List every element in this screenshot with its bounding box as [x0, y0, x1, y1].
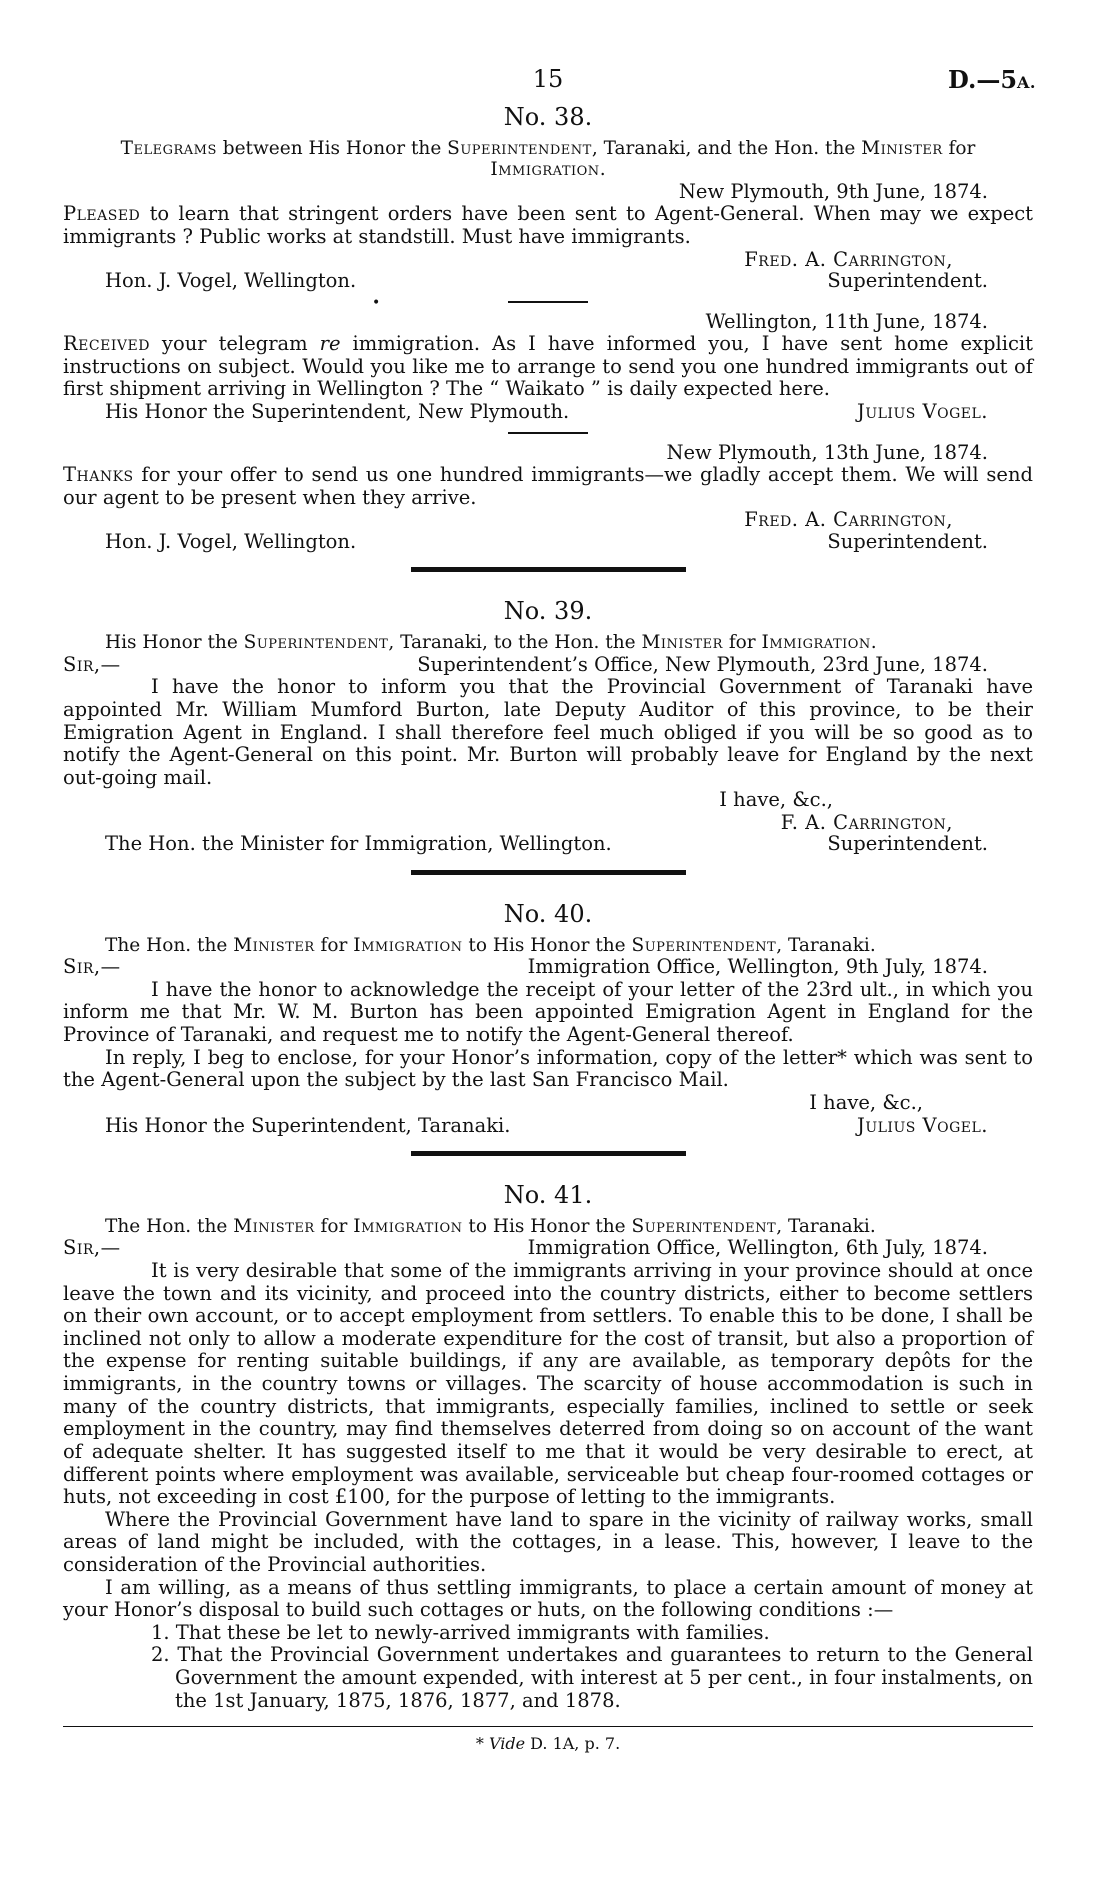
section-number-38: No. 38.	[503, 103, 593, 131]
reference-suffix: A.	[1017, 73, 1036, 92]
letter-39-closing: I have, &c.,	[719, 788, 833, 812]
title-word: Minister	[233, 1215, 315, 1237]
letter-39-body: I have the honor to inform you that the Provincial Government of Taranaki have appointed Mr. William Mumford Burton, late Deputy Auditor of this province, to be their Emigration Agent in England. I shall therefore feel much obliged if you will be so good as to notify the Agent-General on this point. Mr. Burton will probably leave for England by the next out-going mail.	[63, 675, 1033, 789]
telegram-3-place-date: New Plymouth, 13th June, 1874.	[666, 440, 988, 464]
footnote	[63, 1735, 1033, 1754]
title-text: The Hon. the	[105, 1215, 234, 1237]
salutation: Sir,—	[63, 652, 121, 676]
condition-2: 2. That the Provincial Government undertakes and guarantees to return to the General Government the amount expended, with interest at 5 per cent., in four instalments, on the 1st January, 1875, 1876, 1877, and 1878.	[151, 1643, 1033, 1712]
italic-word: re	[319, 332, 341, 356]
signature-title: Superintendent.	[827, 832, 988, 856]
signature-name: F. A. Carrington,	[780, 810, 953, 834]
title-word: Minister	[233, 934, 315, 956]
letter-39-heading	[63, 654, 1033, 677]
title-text: for	[314, 1215, 354, 1237]
document-reference	[948, 66, 1036, 94]
telegram-2	[63, 294, 1033, 424]
section-number-40: No. 40.	[503, 899, 593, 928]
signature-name: Julius Vogel.	[857, 1113, 988, 1137]
title-text: , Taranaki, to the Hon. the	[388, 632, 642, 654]
letter-40-heading	[63, 956, 1033, 979]
section-title-41	[63, 1216, 1033, 1237]
title-word: Minister	[641, 632, 723, 654]
telegram-1-signature-block	[63, 249, 1033, 293]
title-word: Immigration	[490, 159, 600, 181]
telegram-3-body	[63, 464, 1033, 509]
letter-41-body-2: Where the Provincial Government have land to spare in the vicinity of railway works, small areas of land might be included, with the cottages, in a lease. This, however, I leave to the consideration of the Provincial authorities.	[63, 1507, 1033, 1576]
title-text: , Taranaki.	[776, 934, 876, 956]
title-word: Superintendent	[243, 632, 389, 654]
letter-40-signature-row	[63, 1115, 1033, 1138]
telegram-2-body	[63, 333, 1033, 401]
title-text: .	[870, 632, 877, 654]
section-number-39: No. 39.	[503, 597, 593, 626]
body-text: immigration. As I have informed you, I have sent home explicit instructions on subject. Would you like me to arrange to send you one hundred immigrants out of first shipment arriving in Wellington ? The “ Waikato ” is daily expected here.	[63, 332, 1033, 401]
footnote-rule	[63, 1726, 1033, 1727]
title-text: , Taranaki.	[776, 1215, 876, 1237]
footnote-reference: D. 1A, p. 7.	[525, 1734, 621, 1754]
telegram-2-signature-row	[63, 401, 1033, 424]
title-text: for	[314, 934, 354, 956]
addressee: The Hon. the Minister for Immigration, Wellington.	[105, 832, 612, 856]
signature-name: Fred. A. Carrington,	[744, 247, 953, 271]
lead-word: Thanks	[63, 463, 134, 487]
body-text: for your offer to send us one hundred immigrants—we gladly accept them. We will send our agent to be present when they arrive.	[63, 463, 1033, 509]
title-text: for	[722, 632, 762, 654]
telegram-1-place-date: New Plymouth, 9th June, 1874.	[678, 179, 988, 203]
section-title-39	[63, 632, 1033, 653]
salutation: Sir,—	[63, 1236, 121, 1260]
body-text: your telegram	[149, 332, 320, 356]
section-title-40	[63, 935, 1033, 956]
telegram-3-signature-block	[63, 509, 1033, 553]
signature-name: Fred. A. Carrington,	[744, 508, 953, 532]
title-word: Immigration	[761, 632, 871, 654]
signature-title: Superintendent.	[827, 268, 988, 292]
title-text: for	[942, 137, 976, 159]
footnote-mark: *	[475, 1734, 489, 1754]
section-number-41: No. 41.	[503, 1181, 593, 1210]
title-word: Superintendent	[631, 1215, 777, 1237]
title-word: Telegrams	[120, 137, 217, 159]
place-date: Immigration Office, Wellington, 6th July, 1874.	[527, 1236, 988, 1260]
place-date: Superintendent’s Office, New Plymouth, 23rd June, 1874.	[417, 652, 988, 676]
addressee: His Honor the Superintendent, New Plymouth.	[105, 400, 570, 423]
section-separator	[411, 870, 686, 875]
section-title-38	[63, 138, 1033, 181]
title-text: between His Honor the	[216, 137, 448, 159]
letter-40-closing: I have, &c.,	[809, 1090, 923, 1114]
addressee: His Honor the Superintendent, Taranaki.	[105, 1113, 511, 1137]
title-text: .	[599, 159, 606, 181]
title-text: , Taranaki, and the Hon. the	[591, 137, 862, 159]
section-separator	[411, 1151, 686, 1156]
title-word: Immigration	[353, 934, 463, 956]
letter-41-body-1: It is very desirable that some of the immigrants arriving in your province should at once leave the town and its vicinity, and proceed into the country districts, either to become settlers on their own account, or to accept employment from settlers. To enable this to be done, I shall be inclined not only to allow a moderate expenditure for the cost of transit, but also a proportion of the expense for renting suitable buildings, if any are available, as temporary depôts for the immigrants, in the country towns or villages. The scarcity of house accommodation is such in many of the country districts, that immigrants, especially families, inclined to settle or seek employment in the country, may find themselves deterred from doing so on account of the want of adequate shelter. It has suggested itself to me that it would be very desirable to erect, at different points where employment was available, serviceable but cheap four-roomed cottages or huts, not exceeding in cost £100, for the purpose of letting to the immigrants.	[63, 1259, 1033, 1509]
document-page	[63, 52, 1036, 1754]
section-divider	[508, 301, 588, 303]
title-text: The Hon. the	[105, 934, 234, 956]
title-word: Minister	[861, 137, 943, 159]
title-word: Superintendent	[447, 137, 592, 159]
title-word: Immigration	[353, 1215, 463, 1237]
place-date: Immigration Office, Wellington, 9th July, 1874.	[527, 955, 988, 979]
addressee: Hon. J. Vogel, Wellington.	[105, 268, 357, 292]
reference-main: D.—5	[948, 65, 1018, 94]
stray-dot: •	[372, 294, 381, 311]
letter-41-body-3: I am willing, as a means of thus settling immigrants, to place a certain amount of money at your Honor’s disposal to build such cottages or huts, on the following conditions :—	[63, 1575, 1033, 1622]
title-text: to His Honor the	[462, 1215, 632, 1237]
title-text: to His Honor the	[462, 934, 632, 956]
letter-41-heading	[63, 1237, 1033, 1260]
addressee: Hon. J. Vogel, Wellington.	[105, 529, 357, 553]
page-header	[63, 52, 1036, 102]
telegram-1-body	[63, 203, 1033, 248]
page-number: 15	[532, 65, 564, 93]
body-text: to learn that stringent orders have been sent to Agent-General. When may we expect immigrants ? Public works at standstill. Must have immigrants.	[63, 202, 1033, 248]
section-divider	[508, 432, 588, 434]
letter-40-body-2: In reply, I beg to enclose, for your Honor’s information, copy of the letter* which was sent to the Agent-General upon the subject by the last San Francisco Mail.	[63, 1045, 1033, 1092]
salutation: Sir,—	[63, 955, 121, 979]
condition-1: 1. That these be let to newly-arrived immigrants with families.	[151, 1620, 770, 1644]
section-separator	[411, 567, 686, 572]
lead-word: Received	[63, 332, 150, 356]
title-word: Superintendent	[631, 934, 777, 956]
title-text: His Honor the	[105, 632, 244, 654]
footnote-vide: Vide	[488, 1734, 526, 1754]
telegram-2-place-date: Wellington, 11th June, 1874.	[705, 309, 988, 333]
letter-40-body-1: I have the honor to acknowledge the receipt of your letter of the 23rd ult., in which you inform me that Mr. W. M. Burton has been appointed Emigration Agent in England for the Province of Taranaki, and request me to notify the Agent-General thereof.	[63, 977, 1033, 1047]
signature-title: Superintendent.	[827, 529, 988, 553]
lead-word: Pleased	[63, 202, 141, 226]
letter-39-signature-block	[63, 812, 1033, 856]
signature-name: Julius Vogel.	[857, 400, 988, 423]
